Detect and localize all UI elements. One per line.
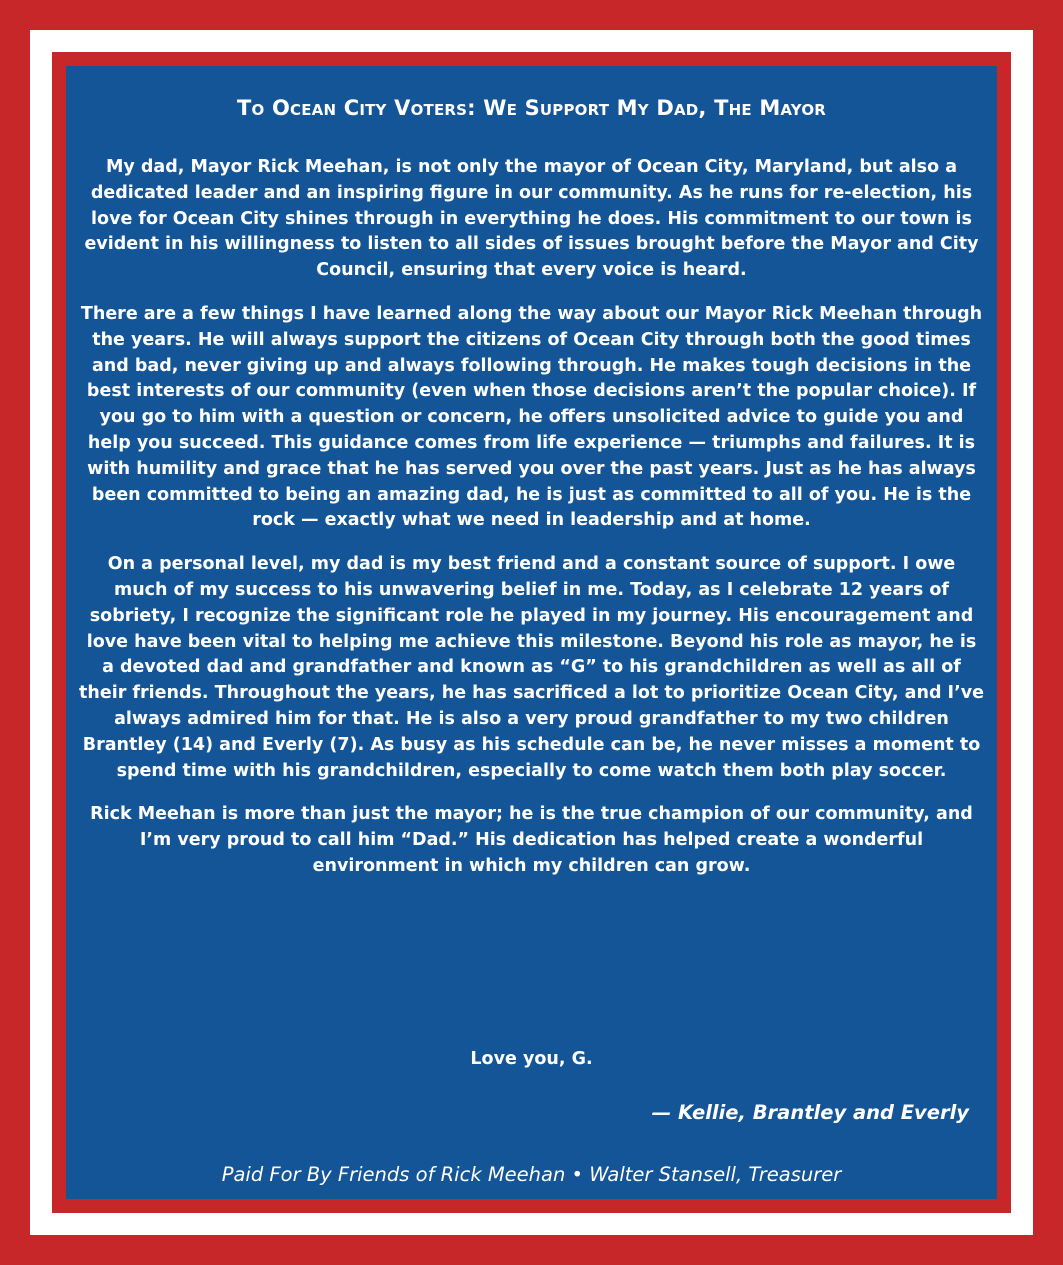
signature: — Kellie, Brantley and Everly [651, 1101, 969, 1124]
paragraph-3: On a personal level, my dad is my best friend and a constant source of support. I owe much of my success to his unwavering belief in me. Today, as I celebrate 12 years of sobriety, I recognize the significant role he played in my journey. His encouragement and love have been vital to helping me achieve this milestone. Beyond his role as mayor, he is a devoted dad and grandfather and known as “G” to his grandchildren as well as all of their friends. Throughout the years, he has sacrificed a lot to prioritize Ocean City, and I’ve always admired him for that. He is also a very proud grandfather to my two children Brantley (14) and Everly (7). As busy as his schedule can be, he never misses a moment to spend time with his grandchildren, especially to come watch them both play soccer. [79, 554, 984, 781]
letter-title: To Ocean City Voters: We Support My Dad, The Mayor [236, 96, 827, 120]
letter-body [78, 155, 985, 898]
letter-panel [66, 66, 997, 1199]
paid-for-disclaimer: Paid For By Friends of Rick Meehan • Walter Stansell, Treasurer [221, 1163, 842, 1186]
signoff: Love you, G. [470, 1049, 593, 1069]
paragraph-1: My dad, Mayor Rick Meehan, is not only the mayor of Ocean City, Maryland, but also a dedicated leader and an inspiring figure in our community. As he runs for re-election, his love for Ocean City shines through in everything he does. His commitment to our town is evident in his willingness to listen to all sides of issues brought before the Mayor and City Council, ensuring that every voice is heard. [84, 157, 979, 281]
paragraph-4: Rick Meehan is more than just the mayor; he is the true champion of our community, and I’m very proud to call him “Dad.” His dedication has helped create a wonderful environment in which my children can grow. [90, 804, 973, 876]
paragraph-2: There are a few things I have learned along the way about our Mayor Rick Meehan through the years. He will always support the citizens of Ocean City through both the good times and bad, never giving up and always following through. He makes tough decisions in the best interests of our community (even when those decisions aren’t the popular choice). If you go to him with a question or concern, he offers unsolicited advice to guide you and help you succeed. This guidance comes from life experience — triumphs and failures. It is with humility and grace that he has served you over the past years. Just as he has always been committed to being an amazing dad, he is just as committed to all of you. He is the rock — exactly what we need in leadership and at home. [80, 303, 983, 531]
